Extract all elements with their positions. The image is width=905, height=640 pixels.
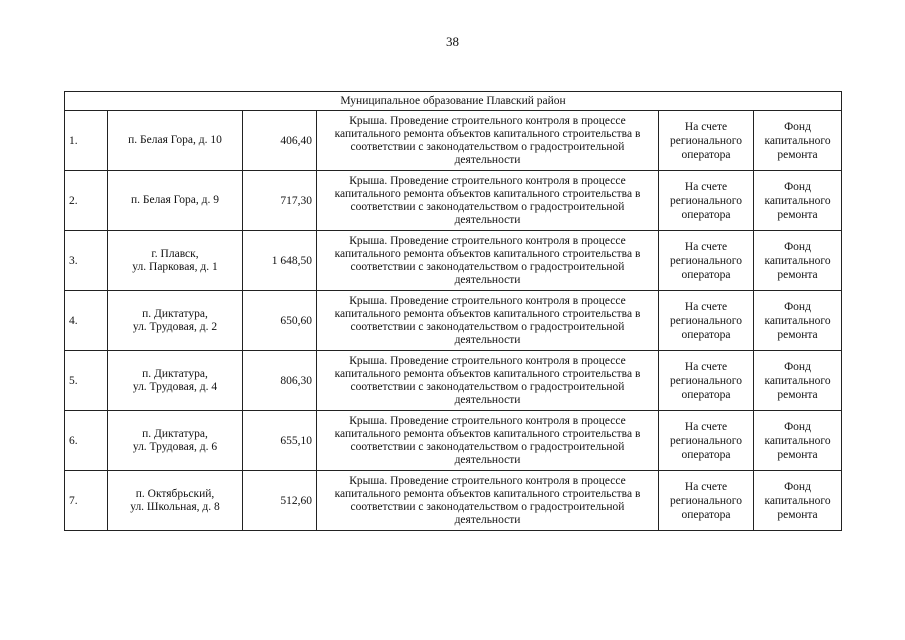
row-number-cell: 1. [65,111,108,171]
fund-cell [754,111,842,171]
address-cell [108,291,243,351]
work-description-line: деятельности [454,153,521,166]
row-number-cell: 4. [65,291,108,351]
address-cell [108,471,243,531]
repair-table [64,91,842,531]
work-description-line: деятельности [454,393,521,406]
address-line: г. Плавск, [151,247,199,260]
address-line: ул. Трудовая, д. 2 [132,320,218,333]
row-number-cell: 3. [65,231,108,291]
funding-source-line: оператора [681,208,731,221]
address-cell [108,171,243,231]
fund-line: капитального [764,374,831,387]
fund-line: ремонта [777,328,818,341]
area-cell: 655,10 [243,411,317,471]
work-description-cell [317,231,659,291]
funding-source-cell [659,291,754,351]
work-description-line: соответствии с законодательством о градостроительной [350,440,625,453]
work-description-line: Крыша. Проведение строительного контроля в процессе [349,114,626,127]
address-cell [108,411,243,471]
fund-line: Фонд [784,180,811,193]
work-description-line: деятельности [454,333,521,346]
work-description-line: соответствии с законодательством о градостроительной [350,500,625,513]
fund-cell [754,171,842,231]
work-description-line: Крыша. Проведение строительного контроля в процессе [349,474,626,487]
area-cell: 512,60 [243,471,317,531]
row-number-cell: 7. [65,471,108,531]
area-cell: 406,40 [243,111,317,171]
funding-source-line: На счете [684,480,728,493]
fund-line: ремонта [777,388,818,401]
funding-source-line: На счете [684,240,728,253]
area-cell: 650,60 [243,291,317,351]
fund-line: ремонта [777,448,818,461]
work-description-line: Крыша. Проведение строительного контроля в процессе [349,354,626,367]
fund-line: Фонд [784,240,811,253]
fund-cell [754,231,842,291]
funding-source-line: оператора [681,508,731,521]
address-line: п. Белая Гора, д. 10 [128,134,222,146]
funding-source-cell [659,411,754,471]
address-line: п. Белая Гора, д. 9 [131,194,219,206]
area-cell: 1 648,50 [243,231,317,291]
fund-line: Фонд [784,480,811,493]
work-description-line: Крыша. Проведение строительного контроля в процессе [349,234,626,247]
funding-source-line: оператора [681,148,731,161]
funding-source-line: регионального [670,374,742,387]
section-title: Муниципальное образование Плавский район [65,92,842,111]
funding-source-line: На счете [684,180,728,193]
work-description-line: капитального ремонта объектов капитального строительства в [334,367,641,380]
fund-line: капитального [764,314,831,327]
address-line: ул. Парковая, д. 1 [132,260,218,273]
work-description-line: капитального ремонта объектов капитального строительства в [334,247,641,260]
table-row [65,291,842,351]
table-row [65,351,842,411]
address-line: п. Диктатура, [142,367,208,380]
work-description-line: соответствии с законодательством о градостроительной [350,200,625,213]
table-row [65,471,842,531]
funding-source-line: регионального [670,494,742,507]
work-description-line: деятельности [454,513,521,526]
address-line: п. Диктатура, [142,307,208,320]
work-description-line: соответствии с законодательством о градостроительной [350,320,625,333]
page-number: 38 [446,34,459,49]
area-cell: 806,30 [243,351,317,411]
work-description-cell [317,171,659,231]
fund-line: капитального [764,194,831,207]
funding-source-line: оператора [681,388,731,401]
address-line: ул. Трудовая, д. 4 [132,380,218,393]
work-description-cell [317,111,659,171]
row-number-cell: 6. [65,411,108,471]
work-description-cell [317,291,659,351]
row-number-cell: 5. [65,351,108,411]
work-description-line: капитального ремонта объектов капитального строительства в [334,427,641,440]
funding-source-line: регионального [670,134,742,147]
funding-source-line: На счете [684,300,728,313]
fund-line: ремонта [777,208,818,221]
fund-line: ремонта [777,268,818,281]
funding-source-cell [659,471,754,531]
work-description-line: капитального ремонта объектов капитального строительства в [334,127,641,140]
fund-cell [754,291,842,351]
fund-line: капитального [764,434,831,447]
work-description-line: Крыша. Проведение строительного контроля в процессе [349,174,626,187]
table-row [65,111,842,171]
funding-source-line: регионального [670,314,742,327]
funding-source-line: регионального [670,194,742,207]
work-description-line: Крыша. Проведение строительного контроля в процессе [349,414,626,427]
fund-cell [754,471,842,531]
fund-line: капитального [764,134,831,147]
fund-line: Фонд [784,300,811,313]
funding-source-cell [659,231,754,291]
address-cell [108,111,243,171]
funding-source-line: На счете [684,120,728,133]
address-line: п. Октябрьский, [135,487,215,500]
address-cell [108,231,243,291]
fund-cell [754,351,842,411]
work-description-line: соответствии с законодательством о градостроительной [350,380,625,393]
fund-line: Фонд [784,360,811,373]
address-line: ул. Трудовая, д. 6 [132,440,218,453]
work-description-line: капитального ремонта объектов капитального строительства в [334,487,641,500]
funding-source-line: оператора [681,268,731,281]
table-row [65,231,842,291]
work-description-line: капитального ремонта объектов капитального строительства в [334,307,641,320]
funding-source-line: оператора [681,448,731,461]
work-description-cell [317,351,659,411]
work-description-line: соответствии с законодательством о градостроительной [350,260,625,273]
work-description-line: деятельности [454,273,521,286]
work-description-cell [317,471,659,531]
table-row [65,171,842,231]
address-line: ул. Школьная, д. 8 [130,500,220,513]
section-header-row [65,92,842,111]
funding-source-line: регионального [670,434,742,447]
work-description-cell [317,411,659,471]
address-line: п. Диктатура, [142,427,208,440]
funding-source-cell [659,171,754,231]
fund-line: ремонта [777,508,818,521]
address-cell [108,351,243,411]
funding-source-line: На счете [684,420,728,433]
funding-source-cell [659,111,754,171]
table-row [65,411,842,471]
funding-source-line: регионального [670,254,742,267]
work-description-line: капитального ремонта объектов капитального строительства в [334,187,641,200]
work-description-line: соответствии с законодательством о градостроительной [350,140,625,153]
work-description-line: деятельности [454,213,521,226]
fund-line: капитального [764,254,831,267]
work-description-line: Крыша. Проведение строительного контроля в процессе [349,294,626,307]
area-cell: 717,30 [243,171,317,231]
row-number-cell: 2. [65,171,108,231]
fund-line: Фонд [784,120,811,133]
funding-source-line: оператора [681,328,731,341]
funding-source-line: На счете [684,360,728,373]
funding-source-cell [659,351,754,411]
fund-line: капитального [764,494,831,507]
fund-line: ремонта [777,148,818,161]
fund-cell [754,411,842,471]
fund-line: Фонд [784,420,811,433]
work-description-line: деятельности [454,453,521,466]
